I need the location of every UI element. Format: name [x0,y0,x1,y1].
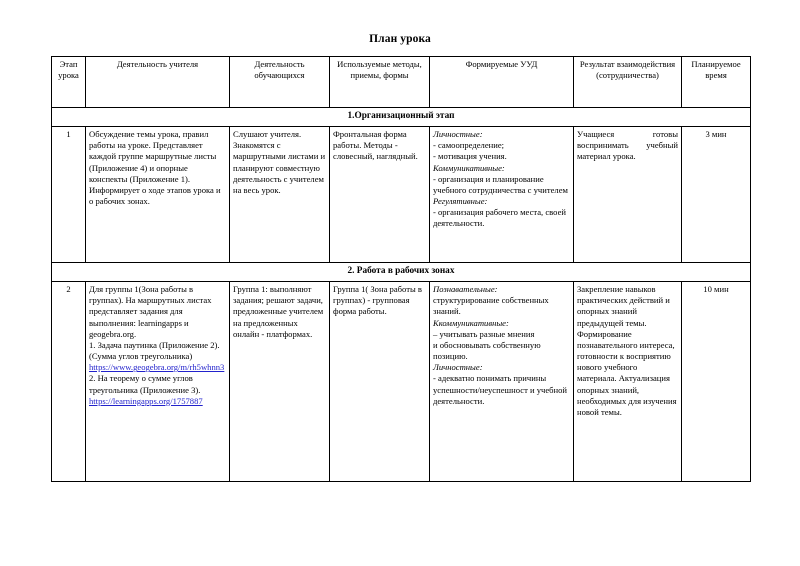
uud-item: - самоопределение; [433,140,505,151]
uud-item: и обосновывать собственную позицию. [433,339,541,362]
teacher-activity-intro: Для группы 1(Зона работы в группах). На маршрутных листах представляет задания для выполнения: learningapps и geogebra.org. [89,284,212,339]
section-label-organizational: 1.Организационный этап [52,108,751,127]
learningapps-link[interactable]: https://learningapps.org/1757887 [89,395,203,406]
uud-group-label: Личностные: [433,362,483,373]
uud-item: - мотивация учения. [433,151,507,162]
cell-result: Закрепление навыков практических действий и опорных знаний предыдущей темы. Формирование познавательного интереса, готовности к восприятию нового учебного материала. Актуализация опорных знаний, необходимых для изучения новой темы. [574,282,682,482]
section-header-row-2 [52,263,751,282]
uud-group-label: Познавательные: [433,284,498,294]
lesson-plan-table [51,56,751,482]
column-header-methods: Используемые методы, приемы, формы [330,57,430,108]
cell-uud [430,127,574,263]
geogebra-link[interactable]: https://www.geogebra.org/m/rh5whnn3 [89,362,225,373]
table-header [52,57,751,108]
uud-item: - организация рабочего места, своей деятельности. [433,207,566,229]
cell-stage-number: 1 [52,127,86,263]
table-header-row [52,57,751,108]
uud-item: структурирование собственных знаний. [433,295,549,317]
cell-time: 3 мин [682,127,751,263]
column-header-student-activity: Деятельность обучающихся [230,57,330,108]
cell-uud [430,282,574,482]
column-header-uud: Формируемые УУД [430,57,574,108]
cell-student-activity: Группа 1: выполняют задания; решают задачи, предложенные учителем на предложенных онлайн - платформах. [230,282,330,482]
cell-stage-number: 2 [52,282,86,482]
uud-item: - организация и планирование учебного сотрудничества с учителем [433,173,568,195]
table-body [52,108,751,482]
uud-item: – учитывать разные мнения [433,328,535,339]
cell-student-activity: Слушают учителя. Знакомятся с маршрутными листами и планируют совместную деятельность с учителем на весь урок. [230,127,330,263]
uud-group-label: Регулятивные: [433,196,488,207]
uud-group-label: Коммуникативные: [433,162,505,173]
uud-group [433,284,570,407]
section-label-work-zones: 2. Работа в рабочих зонах [52,263,751,282]
cell-methods: Группа 1( Зона работы в группах) - групповая форма работы. [330,282,430,482]
cell-result: Учащиеся готовы воспринимать учебный материал урока. [574,127,682,263]
table-row [52,127,751,263]
column-header-time: Планируемое время [682,57,751,108]
column-header-teacher-activity: Деятельность учителя [86,57,230,108]
teacher-activity-item-2: 2. На теорему о сумме углов треугольника (Приложение 3). [89,373,201,395]
column-header-stage: Этап урока [52,57,86,108]
cell-time: 10 мин [682,282,751,482]
section-header-row-1 [52,108,751,127]
cell-methods: Фронтальная форма работы. Методы - словесный, наглядный. [330,127,430,263]
cell-teacher-activity: Обсуждение темы урока, правил работы на уроке. Представляет каждой группе маршрутные листы (Приложение 4) и опорные конспекты (Приложение 1). Информирует о ходе этапов урока и о рабочих зонах. [86,127,230,263]
uud-item: - адекватно понимать причины успешности/неуспешност и учебной деятельности. [433,373,568,406]
uud-group-label: Личностные: [433,129,483,139]
uud-group-label: Kкоммуникативные: [433,317,509,328]
teacher-activity-item-1: 1. Задача паутинка (Приложение 2). (Сумма углов треугольника) [89,339,220,362]
cell-teacher-activity [86,282,230,482]
uud-group [433,129,570,230]
column-header-result: Результат взаимодействия (сотрудничества) [574,57,682,108]
page-title: План урока [369,33,431,45]
table-row [52,282,751,482]
